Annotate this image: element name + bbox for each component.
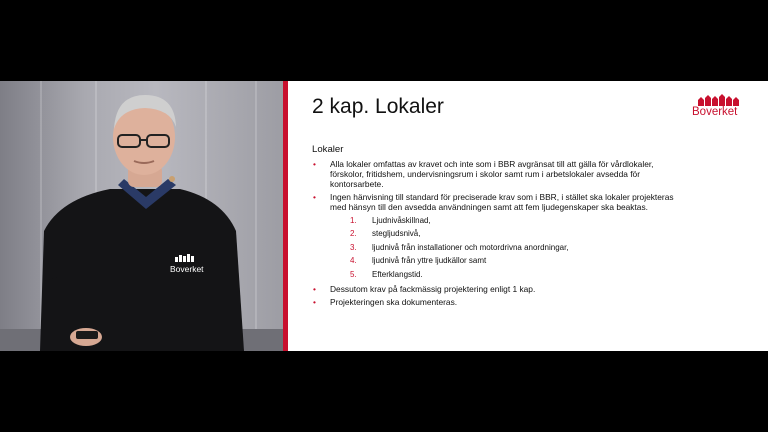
section-heading: Lokaler (312, 144, 344, 155)
item-text: ljudnivå från installationer och motordrivna anordningar, (372, 242, 569, 252)
slide-title: 2 kap. Lokaler (312, 95, 444, 118)
numbered-item (330, 216, 682, 226)
bullet-item (312, 192, 682, 280)
numbered-item (330, 270, 682, 280)
bullet-marker: • (313, 283, 316, 294)
bullet-text: Projekteringen ska dokumenteras. (330, 296, 458, 307)
logo-text: Boverket (692, 106, 738, 118)
shirt-logo-text: Boverket (170, 264, 204, 274)
bullet-item (312, 297, 682, 307)
bullet-text: Alla lokaler omfattas av kravet och inte som i BBR avgränsat till att gälla för vårdlokaler, förskolor, fritidshem, undervisningsrum i skolor samt rum i arbetslokaler avsedda för kontorsarbete. (330, 159, 654, 189)
item-number: 2. (350, 229, 357, 239)
slide-content (312, 145, 682, 310)
item-text: Ljudnivåskillnad, (372, 216, 431, 225)
boverket-logo (692, 94, 748, 126)
bullet-marker: • (313, 192, 316, 202)
numbered-item (330, 256, 682, 266)
bullet-item (312, 159, 682, 189)
item-number: 1. (350, 216, 357, 225)
presentation-slide (288, 81, 768, 351)
speaker-figure (0, 81, 283, 351)
item-number: 5. (350, 269, 357, 279)
item-text: stegljudsnivå, (372, 229, 421, 239)
bullet-marker: • (313, 296, 316, 307)
item-number: 3. (350, 242, 357, 252)
numbered-item (330, 243, 682, 253)
bullet-marker: • (313, 159, 316, 169)
bullet-text: Dessutom krav på fackmässig projektering enligt 1 kap. (330, 283, 536, 294)
item-text: Efterklangstid. (372, 269, 423, 279)
item-text: ljudnivå från yttre ljudkällor samt (372, 256, 487, 266)
rooftops-icon (698, 94, 742, 106)
speaker-video (0, 81, 283, 351)
bullet-list (312, 159, 682, 307)
numbered-list (330, 216, 682, 280)
bullet-item (312, 284, 682, 294)
bullet-text: Ingen hänvisning till standard för preciserade krav som i BBR, i stället ska lokaler projekteras med hänsyn till den avsedda användningen samt att fem ljudegenskaper ska beaktas. (330, 192, 674, 212)
numbered-item (330, 229, 682, 239)
item-number: 4. (350, 256, 357, 266)
